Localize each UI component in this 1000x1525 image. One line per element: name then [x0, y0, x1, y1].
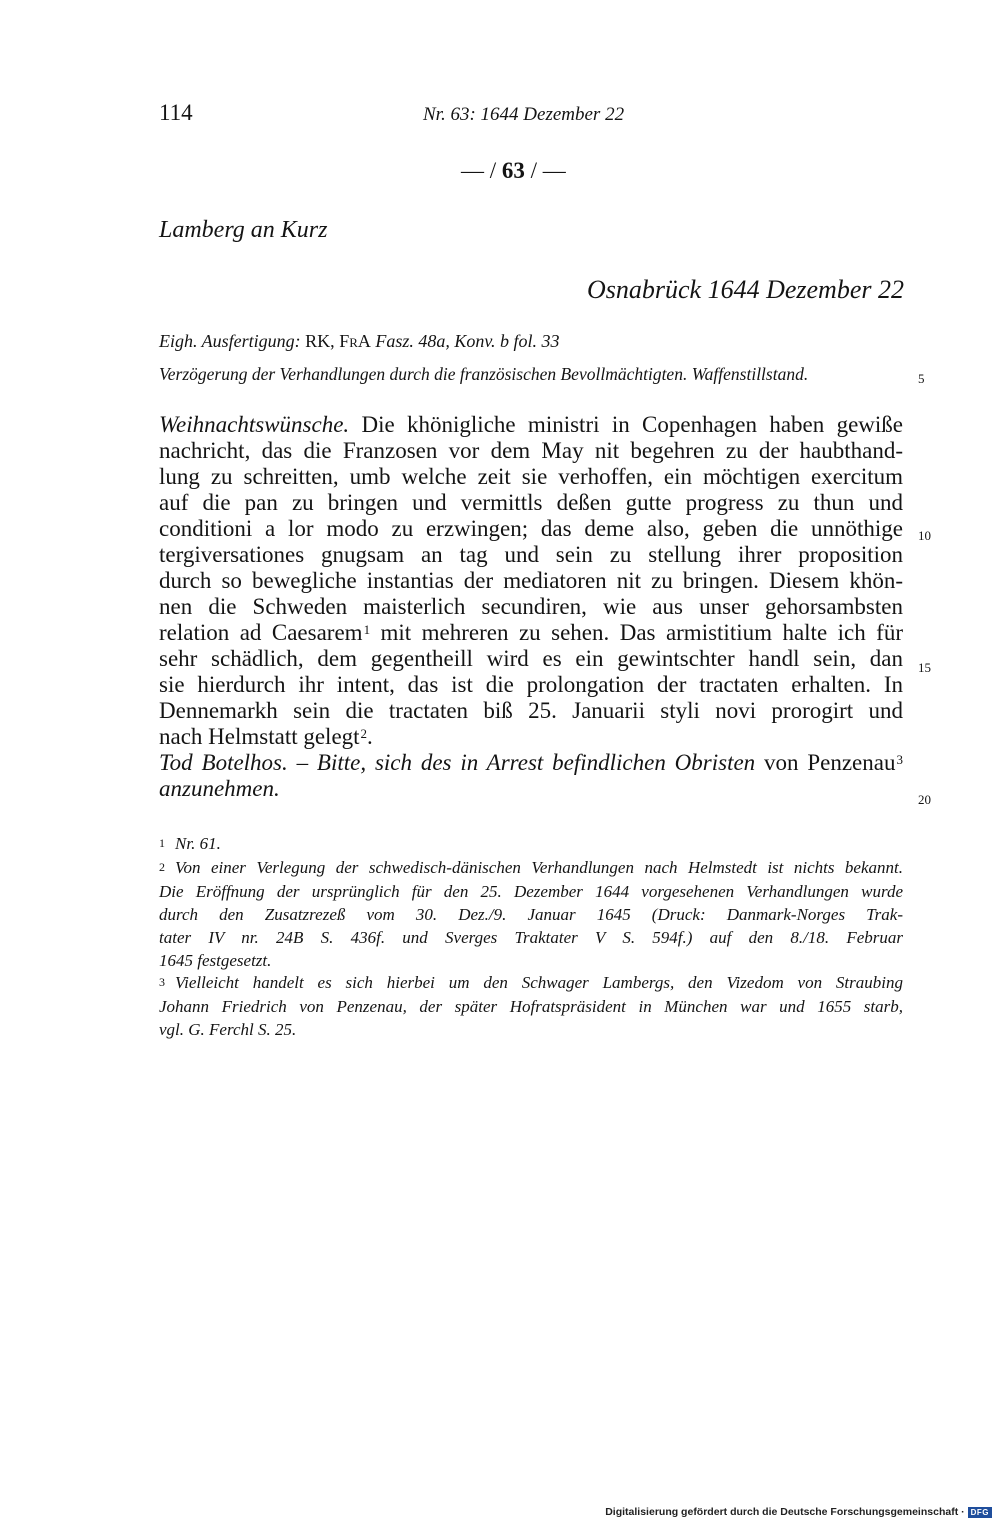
- footnote-text: Nr. 61.: [175, 834, 221, 853]
- body-line: lung zu schreitten, umb welche zeit sie verhoffen, ein möchtigen exercitum: [159, 464, 903, 489]
- footnote-ref: 2: [360, 726, 368, 741]
- footnote-text: tater IV nr. 24B S. 436f. und Sverges Traktater V S. 594f.) auf den 8./18. Februar: [159, 928, 903, 947]
- body-line: tergiversationes gnugsam an tag und sein zu stellung ihrer proposition: [159, 542, 903, 567]
- document-number-suffix: / —: [530, 158, 566, 183]
- footnote-mark: 1: [159, 836, 165, 850]
- footnote-text: vgl. G. Ferchl S. 25.: [159, 1020, 297, 1039]
- source-line: [159, 331, 560, 352]
- running-title: Nr. 63: 1644 Dezember 22: [423, 104, 625, 125]
- footnote-text: Von einer Verlegung der schwedisch-dänischen Verhandlungen nach Helmstedt ist nichts bekannt.: [175, 858, 903, 877]
- body-line: durch so bewegliche instantias der mediatoren nit zu bringen. Diesem khön-: [159, 568, 903, 593]
- footnote-text: Johann Friedrich von Penzenau, der später Hofratspräsident in München war und 1655 starb,: [159, 997, 903, 1016]
- footnote-text: Die Eröffnung der ursprünglich für den 25. Dezember 1644 vorgesehenen Verhandlungen wurde: [159, 882, 903, 901]
- body-line: Tod Botelhos. – Bitte, sich des in Arrest befindlichen Obristen von Penzenau$^3$: [159, 750, 903, 775]
- source-label: Eigh. Ausfertigung:: [159, 331, 301, 351]
- document-number-prefix: — /: [461, 158, 497, 183]
- source-archive: RK,: [305, 331, 335, 351]
- source-ref: Fasz. 48a, Konv. b fol. 33: [375, 331, 560, 351]
- footnote-text: durch den Zusatzrezeß vom 30. Dez./9. Januar 1645 (Druck: Danmark-Norges Trak-: [159, 905, 903, 924]
- credit-text: Digitalisierung gefördert durch die Deutsche Forschungsgemeinschaft ·: [605, 1506, 965, 1518]
- footnote-mark: 3: [159, 975, 165, 989]
- regest: Verzögerung der Verhandlungen durch die französischen Bevollmächtigten. Waffenstillstand.: [159, 364, 809, 384]
- body-line: anzunehmen.: [159, 776, 280, 801]
- footnote-text: Vielleicht handelt es sich hierbei um den Schwager Lambergs, den Vizedom von Straubing: [175, 973, 903, 992]
- footnote-mark: 2: [159, 860, 165, 874]
- line-number: 20: [918, 792, 931, 807]
- body-line: nach Helmstatt gelegt$^2$.: [159, 724, 373, 749]
- body-line: nen die Schweden maisterlich secundiren, wie aus unser gehorsambsten: [159, 594, 903, 619]
- dfg-logo-icon: DFG: [968, 1507, 992, 1518]
- document-number: [461, 158, 566, 184]
- body-line: relation ad Caesarem$^1$ mit mehreren zu sehen. Das armistitium halte ich für: [159, 620, 903, 645]
- body-line: conditioni a lor modo zu erzwingen; das deme also, geben die unnöthige: [159, 516, 903, 541]
- body-line: nachricht, das die Franzosen vor dem May nit begehren zu der haubthand-: [159, 438, 903, 463]
- line-number: 10: [918, 528, 931, 543]
- footnote-text: 1645 festgesetzt.: [159, 951, 272, 970]
- body-line: sehr schädlich, dem gegentheill wird es ein gewintschter handl sein, dan: [159, 646, 903, 671]
- document-title: Lamberg an Kurz: [159, 217, 328, 243]
- document-number-value: 63: [501, 158, 525, 183]
- line-number: 5: [918, 371, 925, 386]
- body-line: Weihnachtswünsche. Die khönigliche ministri in Copenhagen haben gewiße: [159, 412, 903, 437]
- body-line: sie hierdurch ihr intent, das ist die prolongation der tractaten erhalten. In: [159, 672, 903, 697]
- digitization-credit: [605, 1506, 992, 1518]
- footnote-ref: 1: [363, 622, 371, 637]
- body-line: Dennemarkh sein die tractaten biß 25. Januarii styli novi prorogirt und: [159, 698, 903, 723]
- line-number: 15: [918, 660, 931, 675]
- source-archive-sc: FrA: [339, 331, 371, 351]
- page-number: 114: [159, 100, 193, 125]
- body-line: auf die pan zu bringen und vermittls deßen gutte progress zu thun und: [159, 490, 903, 515]
- place-date: Osnabrück 1644 Dezember 22: [586, 275, 904, 304]
- footnote-ref: 3: [896, 752, 903, 767]
